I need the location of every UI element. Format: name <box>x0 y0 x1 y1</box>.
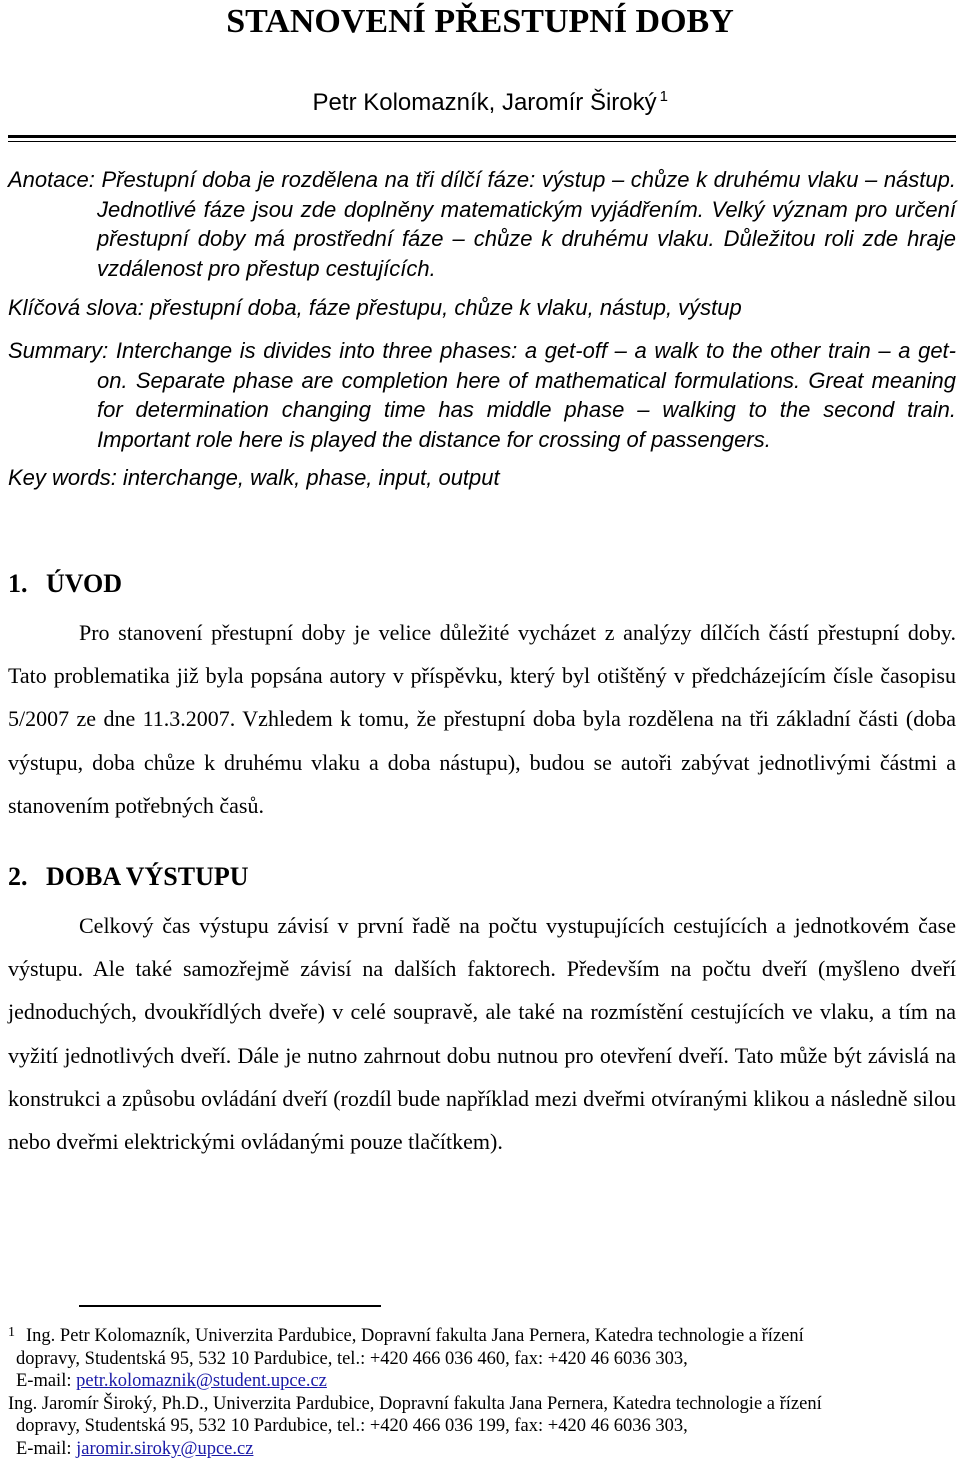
footnote-author-1: Ing. Petr Kolomazník, Univerzita Pardubice, Dopravní fakulta Jana Pernera, Katedra technologie a řízení <box>26 1326 804 1346</box>
section-2-number: 2. <box>8 862 28 891</box>
section-2-title: DOBA VÝSTUPU <box>46 862 249 891</box>
summary <box>8 336 956 454</box>
email-1-label: E-mail: <box>16 1371 77 1392</box>
header-rule-thick <box>8 135 956 138</box>
footnote-mark: 1 <box>659 88 668 105</box>
footnote-line-3 <box>8 1370 956 1393</box>
footnote-rule <box>79 1305 381 1307</box>
klicova-slova: Klíčová slova: přestupní doba, fáze přestupu, chůze k vlaku, nástup, výstup <box>8 295 742 320</box>
author-names: Petr Kolomazník, Jaromír Široký <box>312 89 657 116</box>
footnote-line-2: dopravy, Studentská 95, 532 10 Pardubice, tel.: +420 466 036 460, fax: +420 46 6036 303, <box>16 1348 688 1369</box>
footnote-line-4: Ing. Jaromír Široký, Ph.D., Univerzita Pardubice, Dopravní fakulta Jana Pernera, Katedra technologie a řízení <box>8 1393 822 1414</box>
authors <box>313 83 668 117</box>
section-1-title: ÚVOD <box>46 569 123 598</box>
summary-text: Interchange is divides into three phases: a get-off – a walk to the other train – a get-on. Separate phase are completion here of mathematical formulations. Great meaning for determination changing time has middle phase – walking to the second train. Important role here is played the distance for crossing of passengers. <box>97 338 956 452</box>
email-1-link[interactable]: petr.kolomaznik@student.upce.cz <box>76 1371 327 1392</box>
section-1-number: 1. <box>8 569 28 598</box>
footnote-line-6 <box>8 1438 956 1461</box>
email-2-link[interactable]: jaromir.siroky@upce.cz <box>76 1438 254 1459</box>
footnote-line-5: dopravy, Studentská 95, 532 10 Pardubice, tel.: +420 466 036 199, fax: +420 46 6036 303, <box>16 1416 688 1437</box>
section-1-heading <box>8 569 122 599</box>
summary-label: Summary: <box>8 338 109 363</box>
email-2-label: E-mail: <box>16 1438 77 1459</box>
footnote-line-1 <box>8 1322 956 1348</box>
anotace-text: Přestupní doba je rozdělena na tři dílčí fáze: výstup – chůze k druhému vlaku – nástup. Jednotlivé fáze jsou zde doplněny matematickým vyjádřením. Velký význam pro určení přestupní doby má prostřední fáze – chůze k druhému vlaku. Důležitou roli zde hraje vzdálenost pro přestup cestujících. <box>97 167 956 281</box>
paper-title: STANOVENÍ PŘESTUPNÍ DOBY <box>226 3 734 40</box>
section-2-body: Celkový čas výstupu závisí v první řadě na počtu vystupujících cestujících a jednotkovém čase výstupu. Ale také samozřejmě závisí na dalších faktorech. Především na počtu dveří (myšleno dveří jednoduchých, dvoukřídlých dveře) v celé soupravě, ale také na rozmístění cestujících ve vlaku, a tím na vyžití jednotlivých dveří. Dále je nutno zahrnout dobu nutnou pro otevření dveří. Tato může být závislá na konstrukci a způsobu ovládání dveří (rozdíl bude například mezi dveřmi otvíranými klikou a následně silou nebo dveřmi elektrickými ovládanými pouze tlačítkem). <box>8 913 956 1155</box>
anotace-label: Anotace: <box>8 167 95 192</box>
key-words: Key words: interchange, walk, phase, input, output <box>8 465 500 490</box>
anotace <box>8 165 956 283</box>
header-rule-thin <box>8 141 956 142</box>
footnote-number: 1 <box>8 1325 15 1340</box>
footnote <box>8 1322 956 1461</box>
section-1-body: Pro stanovení přestupní doby je velice důležité vycházet z analýzy dílčích částí přestupní doby. Tato problematika již byla popsána autory v příspěvku, který byl otištěný v předcházejícím čísle časopisu 5/2007 ze dne 11.3.2007. Vzhledem k tomu, že přestupní doba byla rozdělena na tři základní části (doba výstupu, doba chůze k druhému vlaku a doba nástupu), budou se autoři zabývat jednotlivými částmi a stanovením potřebných časů. <box>8 620 956 818</box>
section-2-heading <box>8 862 249 892</box>
